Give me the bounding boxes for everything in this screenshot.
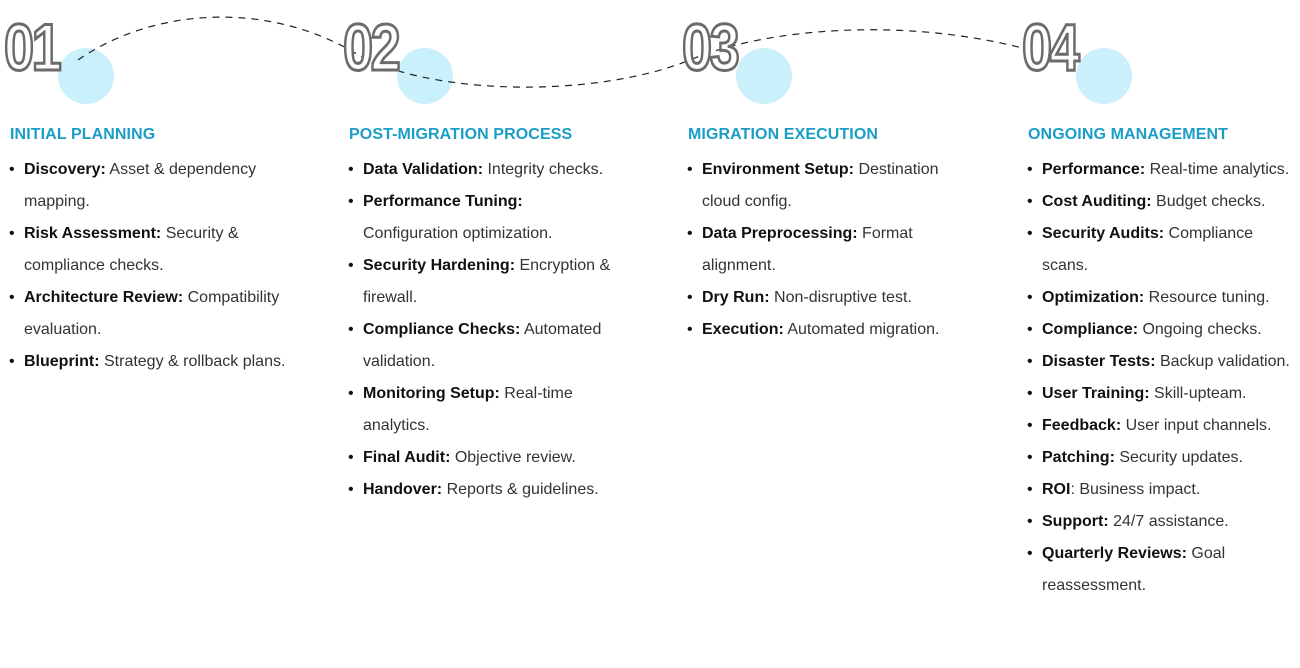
item-key: Handover: [363,481,443,498]
item-key: Compliance Checks: [363,321,521,338]
item-key: Architecture Review: [24,289,184,306]
step-number: 02 [343,10,399,84]
item-text: 24/7 assistance. [1108,513,1229,530]
item-key: Monitoring Setup: [363,385,500,402]
item-key: ROI [1042,481,1071,498]
step-title: MIGRATION EXECUTION [688,126,879,143]
item-text: Automated migration. [783,321,940,338]
item-key: Blueprint: [24,353,100,370]
list-item [363,154,619,186]
list-item [24,218,290,282]
list-item [1042,282,1298,314]
item-key: Cost Auditing: [1042,193,1152,210]
step-item-list [0,154,290,378]
item-key: Performance: [1042,161,1146,178]
list-item [1042,378,1298,410]
list-item [24,282,290,346]
step-4 [1018,0,1298,602]
item-text: Integrity checks. [483,161,604,178]
step-header [339,0,619,120]
item-text: Real-time analytics. [363,385,573,434]
step-circle-icon [1076,48,1132,104]
step-number: 01 [4,10,60,84]
item-key: Execution: [702,321,784,338]
item-text: Security updates. [1114,449,1243,466]
list-item [1042,314,1298,346]
list-item [24,154,290,218]
list-item [1042,346,1298,378]
step-circle-icon [397,48,453,104]
item-text: Backup validation. [1155,353,1290,370]
list-item [1042,442,1298,474]
list-item [363,474,619,506]
item-text: Budget checks. [1151,193,1266,210]
list-item [1042,410,1298,442]
list-item [1042,154,1298,186]
item-text: Compatibility evaluation. [24,289,280,338]
step-3 [678,0,973,346]
list-item [1042,506,1298,538]
list-item [24,346,290,378]
item-key: Dry Run: [702,289,770,306]
item-text: Destination cloud config. [702,161,939,210]
item-key: Patching: [1042,449,1115,466]
item-key: Security Hardening: [363,257,516,274]
item-text: Non-disruptive test. [769,289,912,306]
item-text: Goal reassessment. [1042,545,1226,594]
item-key: Compliance: [1042,321,1139,338]
item-text: Asset & dependency mapping. [24,161,257,210]
item-text: Resource tuning. [1144,289,1270,306]
step-header [1018,0,1298,120]
item-key: Support: [1042,513,1109,530]
list-item [363,250,619,314]
step-title: INITIAL PLANNING [10,126,156,143]
step-circle-icon [736,48,792,104]
item-key: Disaster Tests: [1042,353,1156,370]
item-key: Data Validation: [363,161,484,178]
item-text: Automated validation. [363,321,602,370]
item-key: User Training: [1042,385,1150,402]
list-item [702,154,973,218]
item-text: Format alignment. [702,225,913,274]
step-number: 03 [682,10,738,84]
list-item [702,314,973,346]
item-text: Configuration optimization. [363,225,553,242]
list-item [1042,218,1298,282]
step-item-list [339,154,619,506]
item-key: Risk Assessment: [24,225,162,242]
list-item [363,378,619,442]
item-text: User input channels. [1121,417,1272,434]
item-key: Data Preprocessing: [702,225,858,242]
item-text: Compliance scans. [1042,225,1254,274]
step-1 [0,0,290,378]
item-key: Security Audits: [1042,225,1165,242]
list-item [363,442,619,474]
item-key: Environment Setup: [702,161,855,178]
list-item [702,218,973,282]
item-text: Security & compliance checks. [24,225,239,274]
item-text: Reports & guidelines. [442,481,599,498]
list-item [1042,186,1298,218]
item-key: Final Audit: [363,449,451,466]
step-title: ONGOING MANAGEMENT [1028,126,1229,143]
item-text: Real-time analytics. [1145,161,1290,178]
step-item-list [1018,154,1298,602]
list-item [702,282,973,314]
item-text: Objective review. [450,449,576,466]
item-text: Ongoing checks. [1138,321,1262,338]
list-item [363,314,619,378]
list-item [1042,538,1298,602]
step-2 [339,0,619,506]
item-key: Discovery: [24,161,106,178]
item-key: Quarterly Reviews: [1042,545,1187,562]
step-number: 04 [1022,10,1078,84]
step-header [678,0,973,120]
item-key: Feedback: [1042,417,1122,434]
item-text: Strategy & rollback plans. [99,353,286,370]
step-circle-icon [58,48,114,104]
item-text: Skill-upteam. [1149,385,1247,402]
step-header [0,0,290,120]
list-item [1042,474,1298,506]
item-text: : Business impact. [1070,481,1201,498]
step-item-list [678,154,973,346]
list-item [363,186,619,250]
item-text: Encryption & firewall. [363,257,611,306]
step-title: POST-MIGRATION PROCESS [349,126,573,143]
item-key: Performance Tuning: [363,193,523,210]
item-key: Optimization: [1042,289,1145,306]
